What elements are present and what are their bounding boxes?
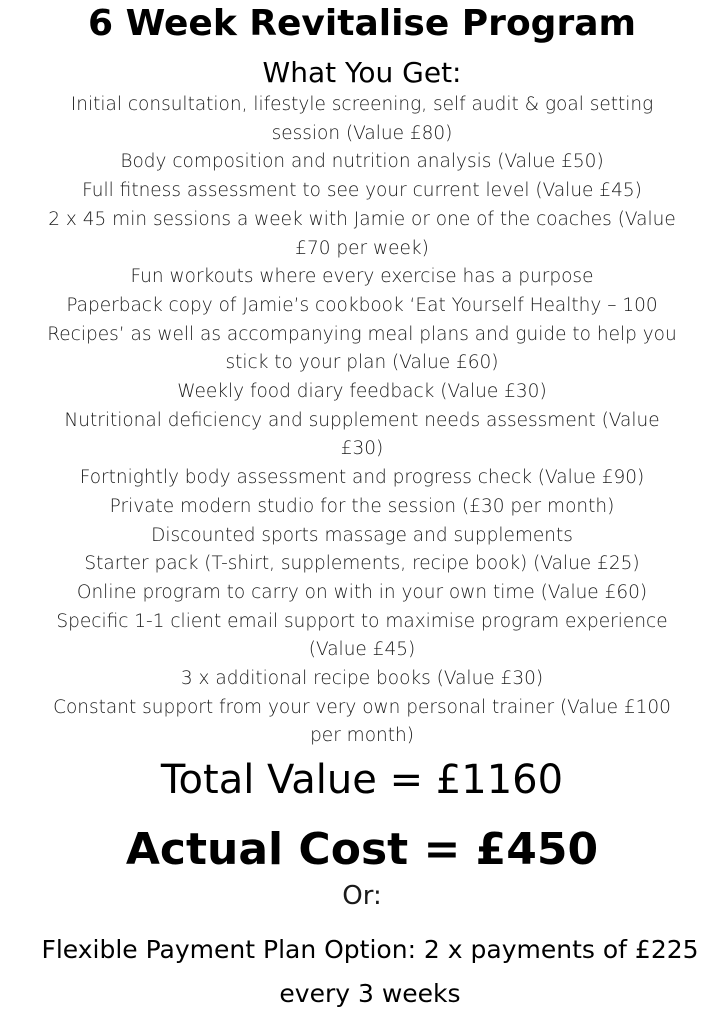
list-item: Weekly food diary feedback (Value £30)	[177, 381, 547, 403]
list-item: Private modern studio for the session (£30 per month)	[109, 495, 615, 517]
or-separator: Or:	[342, 881, 382, 911]
list-item: Online program to carry on with in your own time (Value £60)	[76, 581, 648, 603]
list-item: Initial consultation, lifestyle screening, self audit & goal setting session (Value £80)	[70, 94, 654, 144]
page-title: 6 Week Revitalise Program	[87, 3, 636, 44]
actual-cost: Actual Cost = £450	[125, 824, 599, 875]
payment-plan-option: Flexible Payment Plan Option: 2 x payments of £225 every 3 weeks	[41, 935, 699, 1008]
benefits-list	[42, 91, 682, 751]
list-item: Full fitness assessment to see your current level (Value £45)	[82, 180, 642, 202]
list-item: Constant support from your very own personal trainer (Value £100 per month)	[53, 696, 671, 747]
list-item: Discounted sports massage and supplements	[151, 524, 573, 546]
list-item: Paperback copy of Jamie’s cookbook ‘Eat Yourself Healthy – 100 Recipes’ as well as accompanying meal plans and guide to help you stick to your plan (Value £60)	[47, 294, 677, 374]
list-item: Specific 1-1 client email support to maximise program experience (Value £45)	[56, 610, 668, 661]
list-item: Fortnightly body assessment and progress check (Value £90)	[79, 467, 645, 489]
list-item: Fun workouts where every exercise has a purpose	[130, 266, 594, 288]
list-item: Body composition and nutrition analysis (Value £50)	[120, 151, 604, 173]
list-item: 3 x additional recipe books (Value £30)	[180, 668, 544, 690]
list-item: Starter pack (T-shirt, supplements, recipe book) (Value £25)	[84, 553, 640, 575]
page-subtitle: What You Get:	[262, 56, 462, 89]
list-item: 2 x 45 min sessions a week with Jamie or one of the coaches (Value £70 per week)	[48, 208, 676, 259]
total-value: Total Value = £1160	[160, 757, 564, 803]
list-item: Nutritional deficiency and supplement needs assessment (Value £30)	[64, 409, 660, 460]
